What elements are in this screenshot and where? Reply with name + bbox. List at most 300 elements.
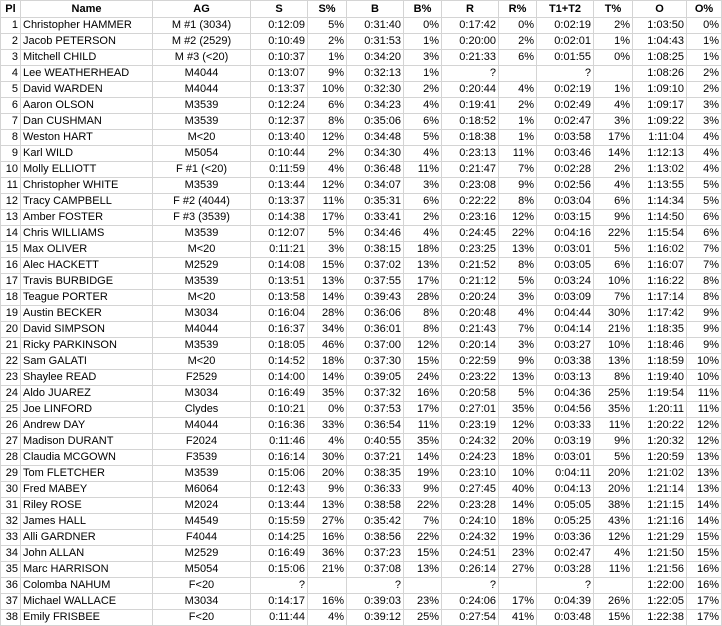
- cell-bike: 0:37:00: [347, 338, 404, 354]
- cell-swim-pct: 5%: [308, 226, 347, 242]
- cell-bike-pct: 11%: [404, 418, 442, 434]
- cell-transition: 0:04:36: [537, 386, 594, 402]
- cell-transition: 0:03:19: [537, 434, 594, 450]
- table-row: [1, 34, 722, 50]
- cell-transition: 0:03:48: [537, 610, 594, 626]
- cell-overall: 1:11:04: [633, 130, 687, 146]
- cell-bike-pct: 3%: [404, 50, 442, 66]
- cell-place: 10: [1, 162, 21, 178]
- cell-overall-pct: 7%: [687, 258, 722, 274]
- cell-run-pct: 18%: [499, 514, 537, 530]
- cell-swim-pct: 34%: [308, 322, 347, 338]
- cell-overall-pct: 11%: [687, 402, 722, 418]
- table-row: [1, 530, 722, 546]
- cell-transition-pct: 12%: [594, 530, 633, 546]
- cell-swim: 0:15:06: [251, 562, 308, 578]
- cell-run: 0:21:33: [442, 50, 499, 66]
- cell-overall-pct: 8%: [687, 274, 722, 290]
- cell-transition-pct: 14%: [594, 146, 633, 162]
- cell-run-pct: 0%: [499, 18, 537, 34]
- cell-bike-pct: 7%: [404, 514, 442, 530]
- column-header-swim: S: [251, 1, 308, 18]
- cell-name: Fred MABEY: [21, 482, 153, 498]
- cell-overall-pct: 1%: [687, 50, 722, 66]
- cell-overall-pct: 16%: [687, 562, 722, 578]
- table-row: [1, 450, 722, 466]
- cell-overall-pct: 13%: [687, 466, 722, 482]
- cell-bike: 0:35:06: [347, 114, 404, 130]
- cell-run: 0:20:00: [442, 34, 499, 50]
- cell-transition: 0:05:05: [537, 498, 594, 514]
- cell-transition-pct: 25%: [594, 386, 633, 402]
- cell-age-group: M4044: [153, 322, 251, 338]
- cell-overall-pct: 6%: [687, 210, 722, 226]
- cell-transition: 0:02:49: [537, 98, 594, 114]
- cell-transition: 0:03:13: [537, 370, 594, 386]
- cell-run: 0:24:51: [442, 546, 499, 562]
- cell-bike: 0:32:30: [347, 82, 404, 98]
- table-row: [1, 466, 722, 482]
- cell-swim: 0:16:14: [251, 450, 308, 466]
- cell-age-group: M5054: [153, 146, 251, 162]
- cell-overall-pct: 8%: [687, 290, 722, 306]
- cell-swim-pct: 35%: [308, 386, 347, 402]
- cell-age-group: M6064: [153, 482, 251, 498]
- cell-name: David SIMPSON: [21, 322, 153, 338]
- cell-transition: 0:04:14: [537, 322, 594, 338]
- cell-run: 0:21:12: [442, 274, 499, 290]
- cell-name: Aldo JUAREZ: [21, 386, 153, 402]
- cell-run-pct: 27%: [499, 562, 537, 578]
- cell-transition-pct: 5%: [594, 242, 633, 258]
- table-row: [1, 562, 722, 578]
- table-row: [1, 610, 722, 626]
- cell-overall-pct: 9%: [687, 338, 722, 354]
- cell-run: 0:27:54: [442, 610, 499, 626]
- cell-overall: 1:21:50: [633, 546, 687, 562]
- cell-transition-pct: 2%: [594, 162, 633, 178]
- cell-run: 0:23:13: [442, 146, 499, 162]
- cell-swim-pct: 17%: [308, 210, 347, 226]
- cell-place: 22: [1, 354, 21, 370]
- cell-name: Karl WILD: [21, 146, 153, 162]
- cell-transition: 0:03:33: [537, 418, 594, 434]
- cell-run-pct: 13%: [499, 370, 537, 386]
- cell-place: 38: [1, 610, 21, 626]
- cell-place: 25: [1, 402, 21, 418]
- cell-bike: 0:38:58: [347, 498, 404, 514]
- cell-bike: 0:38:56: [347, 530, 404, 546]
- cell-transition: 0:03:04: [537, 194, 594, 210]
- cell-place: 15: [1, 242, 21, 258]
- cell-overall-pct: 7%: [687, 242, 722, 258]
- cell-run-pct: 41%: [499, 610, 537, 626]
- cell-name: Molly ELLIOTT: [21, 162, 153, 178]
- cell-age-group: F2024: [153, 434, 251, 450]
- cell-bike: 0:34:07: [347, 178, 404, 194]
- cell-run: 0:24:06: [442, 594, 499, 610]
- cell-age-group: F #3 (3539): [153, 210, 251, 226]
- cell-overall-pct: 4%: [687, 162, 722, 178]
- cell-overall-pct: 15%: [687, 530, 722, 546]
- cell-overall-pct: 10%: [687, 354, 722, 370]
- cell-place: 9: [1, 146, 21, 162]
- cell-name: Jacob PETERSON: [21, 34, 153, 50]
- cell-swim-pct: 13%: [308, 274, 347, 290]
- cell-bike: 0:36:01: [347, 322, 404, 338]
- cell-bike-pct: 12%: [404, 338, 442, 354]
- cell-overall: 1:15:54: [633, 226, 687, 242]
- cell-overall-pct: 13%: [687, 482, 722, 498]
- cell-swim: 0:13:40: [251, 130, 308, 146]
- cell-overall-pct: 1%: [687, 34, 722, 50]
- cell-name: Colomba NAHUM: [21, 578, 153, 594]
- cell-run-pct: 8%: [499, 258, 537, 274]
- cell-swim: 0:14:17: [251, 594, 308, 610]
- cell-run: 0:22:22: [442, 194, 499, 210]
- cell-bike-pct: 17%: [404, 274, 442, 290]
- cell-transition-pct: 0%: [594, 50, 633, 66]
- cell-swim-pct: 12%: [308, 178, 347, 194]
- cell-swim: 0:12:07: [251, 226, 308, 242]
- cell-swim: 0:11:21: [251, 242, 308, 258]
- cell-run: 0:24:32: [442, 434, 499, 450]
- column-header-run: R: [442, 1, 499, 18]
- cell-transition-pct: 4%: [594, 98, 633, 114]
- cell-place: 1: [1, 18, 21, 34]
- cell-swim: 0:15:06: [251, 466, 308, 482]
- cell-name: Emily FRISBEE: [21, 610, 153, 626]
- cell-swim-pct: 46%: [308, 338, 347, 354]
- cell-transition-pct: 4%: [594, 178, 633, 194]
- cell-run: 0:19:41: [442, 98, 499, 114]
- cell-overall: 1:17:14: [633, 290, 687, 306]
- cell-age-group: M4044: [153, 418, 251, 434]
- cell-swim-pct: 27%: [308, 514, 347, 530]
- column-header-bike-pct: B%: [404, 1, 442, 18]
- cell-transition-pct: 10%: [594, 274, 633, 290]
- cell-swim: 0:16:36: [251, 418, 308, 434]
- cell-bike: 0:40:55: [347, 434, 404, 450]
- cell-bike-pct: 1%: [404, 66, 442, 82]
- cell-transition: 0:01:55: [537, 50, 594, 66]
- cell-transition-pct: 9%: [594, 210, 633, 226]
- cell-swim-pct: 15%: [308, 258, 347, 274]
- cell-run: 0:24:45: [442, 226, 499, 242]
- cell-overall-pct: 3%: [687, 98, 722, 114]
- cell-bike-pct: 16%: [404, 386, 442, 402]
- table-row: [1, 386, 722, 402]
- cell-transition: 0:04:16: [537, 226, 594, 242]
- cell-transition-pct: 38%: [594, 498, 633, 514]
- cell-overall: 1:14:50: [633, 210, 687, 226]
- cell-overall-pct: 4%: [687, 130, 722, 146]
- cell-age-group: M<20: [153, 130, 251, 146]
- cell-place: 36: [1, 578, 21, 594]
- cell-transition: 0:03:01: [537, 242, 594, 258]
- cell-name: Austin BECKER: [21, 306, 153, 322]
- cell-swim: 0:12:43: [251, 482, 308, 498]
- cell-run-pct: 8%: [499, 194, 537, 210]
- cell-transition: 0:03:15: [537, 210, 594, 226]
- cell-age-group: M3539: [153, 274, 251, 290]
- cell-run-pct: 1%: [499, 130, 537, 146]
- cell-transition-pct: 26%: [594, 594, 633, 610]
- cell-swim-pct: 16%: [308, 594, 347, 610]
- cell-overall: 1:20:32: [633, 434, 687, 450]
- cell-swim: 0:13:58: [251, 290, 308, 306]
- table-row: [1, 306, 722, 322]
- cell-transition: 0:03:01: [537, 450, 594, 466]
- column-header-overall-pct: O%: [687, 1, 722, 18]
- table-row: [1, 578, 722, 594]
- table-row: [1, 82, 722, 98]
- cell-run: 0:23:28: [442, 498, 499, 514]
- cell-swim-pct: 4%: [308, 610, 347, 626]
- cell-swim: 0:10:49: [251, 34, 308, 50]
- cell-swim: 0:16:04: [251, 306, 308, 322]
- cell-transition-pct: 15%: [594, 610, 633, 626]
- cell-transition-pct: 35%: [594, 402, 633, 418]
- cell-transition-pct: 13%: [594, 354, 633, 370]
- cell-swim-pct: 0%: [308, 402, 347, 418]
- table-row: [1, 546, 722, 562]
- cell-overall: 1:22:38: [633, 610, 687, 626]
- cell-place: 5: [1, 82, 21, 98]
- table-row: [1, 210, 722, 226]
- cell-bike: 0:31:40: [347, 18, 404, 34]
- cell-bike-pct: 18%: [404, 242, 442, 258]
- cell-name: Marc HARRISON: [21, 562, 153, 578]
- cell-bike-pct: 6%: [404, 194, 442, 210]
- cell-age-group: M3034: [153, 386, 251, 402]
- cell-run-pct: 23%: [499, 546, 537, 562]
- table-row: [1, 258, 722, 274]
- cell-swim-pct: 11%: [308, 194, 347, 210]
- cell-swim-pct: 33%: [308, 418, 347, 434]
- cell-overall-pct: 2%: [687, 66, 722, 82]
- cell-age-group: M3034: [153, 306, 251, 322]
- cell-bike-pct: 8%: [404, 306, 442, 322]
- cell-name: Tom FLETCHER: [21, 466, 153, 482]
- cell-swim-pct: 21%: [308, 562, 347, 578]
- cell-bike: 0:32:13: [347, 66, 404, 82]
- cell-name: James HALL: [21, 514, 153, 530]
- cell-age-group: M3539: [153, 466, 251, 482]
- cell-run-pct: 7%: [499, 322, 537, 338]
- cell-name: Riley ROSE: [21, 498, 153, 514]
- cell-bike-pct: 5%: [404, 130, 442, 146]
- cell-age-group: M<20: [153, 354, 251, 370]
- cell-swim: 0:13:37: [251, 194, 308, 210]
- cell-overall: 1:08:26: [633, 66, 687, 82]
- cell-bike-pct: 4%: [404, 226, 442, 242]
- table-row: [1, 98, 722, 114]
- cell-run-pct: 17%: [499, 594, 537, 610]
- cell-swim: 0:14:38: [251, 210, 308, 226]
- cell-transition-pct: 7%: [594, 290, 633, 306]
- table-row: [1, 370, 722, 386]
- column-header-overall: O: [633, 1, 687, 18]
- cell-swim-pct: 9%: [308, 482, 347, 498]
- cell-run-pct: 10%: [499, 466, 537, 482]
- cell-transition-pct: 22%: [594, 226, 633, 242]
- cell-run: 0:23:19: [442, 418, 499, 434]
- table-row: [1, 162, 722, 178]
- cell-overall-pct: 3%: [687, 114, 722, 130]
- table-row: [1, 194, 722, 210]
- cell-age-group: F #1 (<20): [153, 162, 251, 178]
- cell-overall-pct: 12%: [687, 434, 722, 450]
- cell-overall: 1:03:50: [633, 18, 687, 34]
- cell-overall: 1:18:35: [633, 322, 687, 338]
- cell-overall: 1:19:40: [633, 370, 687, 386]
- cell-overall-pct: 17%: [687, 610, 722, 626]
- column-header-bike: B: [347, 1, 404, 18]
- cell-bike-pct: 9%: [404, 482, 442, 498]
- cell-age-group: M4549: [153, 514, 251, 530]
- cell-run: 0:20:24: [442, 290, 499, 306]
- cell-place: 26: [1, 418, 21, 434]
- cell-bike: 0:34:48: [347, 130, 404, 146]
- cell-bike-pct: 19%: [404, 466, 442, 482]
- cell-bike: 0:35:31: [347, 194, 404, 210]
- cell-run: 0:20:44: [442, 82, 499, 98]
- cell-run: 0:17:42: [442, 18, 499, 34]
- cell-bike: 0:35:42: [347, 514, 404, 530]
- table-row: [1, 434, 722, 450]
- cell-bike: 0:37:08: [347, 562, 404, 578]
- cell-swim-pct: 2%: [308, 146, 347, 162]
- cell-overall: 1:20:59: [633, 450, 687, 466]
- cell-place: 32: [1, 514, 21, 530]
- table-row: [1, 338, 722, 354]
- cell-age-group: F2529: [153, 370, 251, 386]
- cell-overall-pct: 9%: [687, 306, 722, 322]
- cell-bike-pct: 22%: [404, 498, 442, 514]
- cell-swim-pct: 16%: [308, 530, 347, 546]
- cell-transition-pct: 2%: [594, 18, 633, 34]
- cell-overall-pct: 5%: [687, 194, 722, 210]
- cell-overall: 1:19:54: [633, 386, 687, 402]
- column-header-transition-pct: T%: [594, 1, 633, 18]
- table-row: [1, 322, 722, 338]
- cell-run: 0:23:22: [442, 370, 499, 386]
- cell-overall: 1:20:11: [633, 402, 687, 418]
- cell-transition: 0:04:11: [537, 466, 594, 482]
- cell-swim-pct: 10%: [308, 82, 347, 98]
- cell-place: 16: [1, 258, 21, 274]
- cell-run-pct: 13%: [499, 242, 537, 258]
- cell-bike: 0:34:46: [347, 226, 404, 242]
- cell-place: 30: [1, 482, 21, 498]
- cell-age-group: M2024: [153, 498, 251, 514]
- table-row: [1, 482, 722, 498]
- cell-place: 37: [1, 594, 21, 610]
- cell-run: ?: [442, 66, 499, 82]
- cell-transition-pct: 3%: [594, 114, 633, 130]
- cell-name: Dan CUSHMAN: [21, 114, 153, 130]
- cell-overall-pct: 12%: [687, 418, 722, 434]
- cell-name: Amber FOSTER: [21, 210, 153, 226]
- cell-swim: 0:14:00: [251, 370, 308, 386]
- table-row: [1, 226, 722, 242]
- cell-swim: 0:13:07: [251, 66, 308, 82]
- cell-transition-pct: 1%: [594, 34, 633, 50]
- cell-swim-pct: 9%: [308, 66, 347, 82]
- cell-run: 0:24:10: [442, 514, 499, 530]
- column-header-name: Name: [21, 1, 153, 18]
- cell-swim-pct: 28%: [308, 306, 347, 322]
- cell-name: Ricky PARKINSON: [21, 338, 153, 354]
- cell-age-group: M4044: [153, 66, 251, 82]
- cell-bike-pct: 22%: [404, 530, 442, 546]
- cell-run: 0:23:25: [442, 242, 499, 258]
- cell-overall: 1:09:22: [633, 114, 687, 130]
- table-row: [1, 114, 722, 130]
- cell-overall-pct: 15%: [687, 546, 722, 562]
- cell-transition: 0:02:19: [537, 82, 594, 98]
- cell-name: Alli GARDNER: [21, 530, 153, 546]
- cell-bike: 0:36:54: [347, 418, 404, 434]
- column-header-age-group: AG: [153, 1, 251, 18]
- cell-place: 34: [1, 546, 21, 562]
- cell-overall: 1:13:02: [633, 162, 687, 178]
- cell-bike-pct: 13%: [404, 258, 442, 274]
- cell-transition: 0:05:25: [537, 514, 594, 530]
- cell-place: 31: [1, 498, 21, 514]
- cell-run-pct: 19%: [499, 530, 537, 546]
- cell-overall: 1:17:42: [633, 306, 687, 322]
- cell-overall-pct: 5%: [687, 178, 722, 194]
- cell-swim-pct: [308, 578, 347, 594]
- cell-swim: 0:13:37: [251, 82, 308, 98]
- cell-transition: 0:04:39: [537, 594, 594, 610]
- cell-name: Teague PORTER: [21, 290, 153, 306]
- cell-swim: 0:16:37: [251, 322, 308, 338]
- cell-overall: 1:16:22: [633, 274, 687, 290]
- cell-swim: 0:11:44: [251, 610, 308, 626]
- cell-age-group: M3034: [153, 594, 251, 610]
- cell-run: 0:20:48: [442, 306, 499, 322]
- cell-run: 0:20:14: [442, 338, 499, 354]
- cell-bike-pct: 15%: [404, 546, 442, 562]
- cell-name: Sam GALATI: [21, 354, 153, 370]
- cell-age-group: M<20: [153, 242, 251, 258]
- table-row: [1, 354, 722, 370]
- cell-transition: 0:03:27: [537, 338, 594, 354]
- cell-bike-pct: 35%: [404, 434, 442, 450]
- cell-place: 8: [1, 130, 21, 146]
- cell-place: 17: [1, 274, 21, 290]
- cell-overall: 1:13:55: [633, 178, 687, 194]
- cell-run-pct: 20%: [499, 434, 537, 450]
- cell-run: 0:18:52: [442, 114, 499, 130]
- cell-age-group: F #2 (4044): [153, 194, 251, 210]
- cell-name: Michael WALLACE: [21, 594, 153, 610]
- cell-transition-pct: [594, 578, 633, 594]
- cell-place: 29: [1, 466, 21, 482]
- cell-place: 4: [1, 66, 21, 82]
- cell-swim-pct: 18%: [308, 354, 347, 370]
- cell-overall: 1:21:02: [633, 466, 687, 482]
- cell-swim: 0:10:37: [251, 50, 308, 66]
- cell-bike: 0:38:15: [347, 242, 404, 258]
- cell-name: John ALLAN: [21, 546, 153, 562]
- cell-swim-pct: 8%: [308, 114, 347, 130]
- cell-transition: 0:03:24: [537, 274, 594, 290]
- cell-run: 0:23:08: [442, 178, 499, 194]
